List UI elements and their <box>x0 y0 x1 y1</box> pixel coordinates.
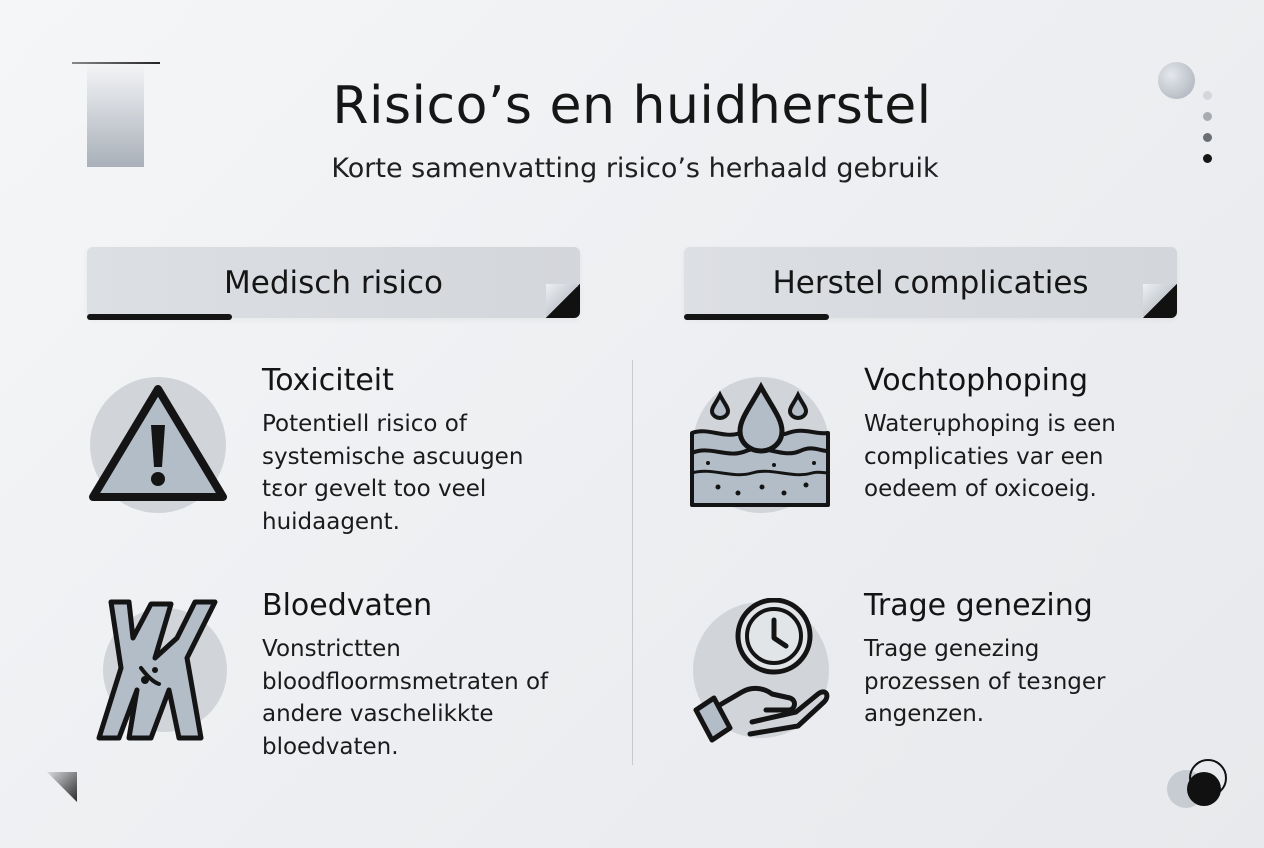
section-header-medical-risk <box>87 247 580 318</box>
item-description-line: Potentiell risico of <box>262 411 467 437</box>
item-title: Toxiciteit <box>262 363 394 398</box>
section-header-corner <box>546 284 580 318</box>
section-header-recovery-complications <box>684 247 1177 318</box>
section-header-underline <box>87 314 232 320</box>
section-header-corner <box>1143 284 1177 318</box>
item-title: Trage genezing <box>864 588 1093 623</box>
item-description-line: Waterụphoping is een <box>864 411 1116 437</box>
section-header-underline <box>684 314 829 320</box>
skin-water-drops-icon <box>688 375 833 520</box>
item-description-line: oedeem of oxicoeig. <box>864 476 1097 502</box>
item-description-line: Trage genezing <box>864 636 1040 662</box>
item-description-line: huidaagent. <box>262 508 400 535</box>
item-description-line: complicaties var een <box>864 443 1104 470</box>
item-title: Bloedvaten <box>262 588 433 623</box>
decorative-circles <box>1160 758 1232 808</box>
item-description-line: bloodfloormsmetraten of <box>262 668 549 695</box>
decorative-corner-triangle <box>47 772 77 802</box>
item-description <box>262 408 582 538</box>
item-description-line: angenzen. <box>864 701 985 727</box>
page-title: Risico’s en huidherstel <box>332 76 932 136</box>
column-divider <box>632 360 633 765</box>
item-description-line: Vonstrictten <box>262 636 401 662</box>
item-description <box>262 633 582 763</box>
item-description-line: systemische ascuugen <box>262 443 524 470</box>
item-description <box>864 633 1184 731</box>
page-subtitle: Korte samenvatting risico’s herhaald gebruik <box>331 153 939 184</box>
item-description-line: tɛor gevelt too veel <box>262 476 487 502</box>
blood-vessels-icon <box>85 598 230 743</box>
item-description-line: andere vaschelikkte <box>262 701 494 727</box>
item-title: Vochtophoping <box>864 363 1089 398</box>
item-description-line: bloedvaten. <box>262 733 399 760</box>
section-header-label: Herstel complicaties <box>772 265 1089 301</box>
item-description <box>864 408 1184 506</box>
section-header-label: Medisch risico <box>224 265 443 301</box>
warning-triangle-icon <box>85 375 230 520</box>
item-description-line: prozessen of teɜnger <box>864 668 1106 695</box>
hand-clock-icon <box>688 598 833 743</box>
